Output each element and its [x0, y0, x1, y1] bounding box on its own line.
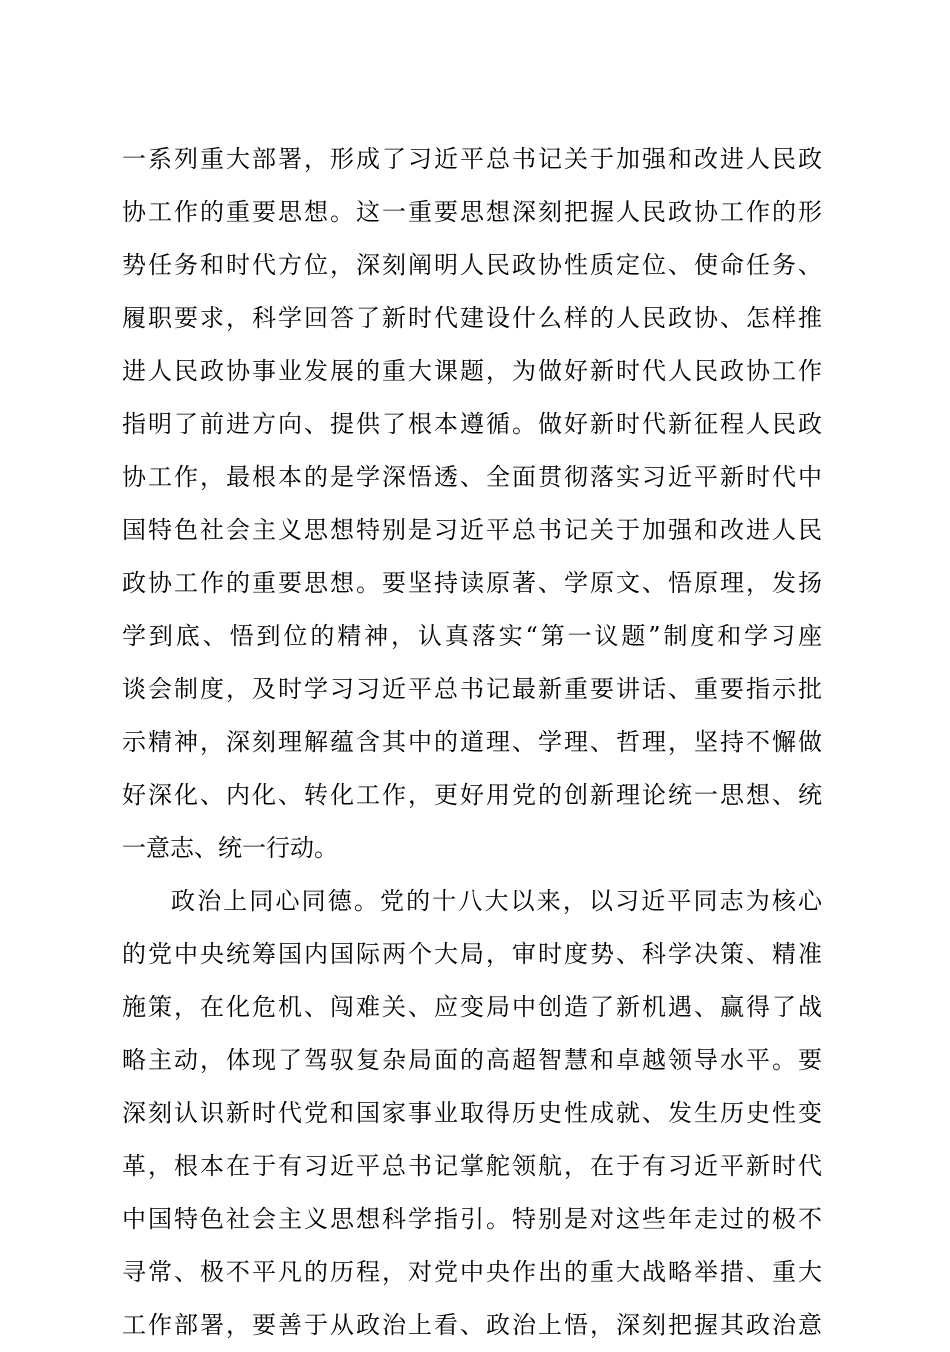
text-line: 略主动，体现了驾驭复杂局面的高超智慧和卓越领导水平。要	[122, 1046, 822, 1074]
text-line: 协工作，最根本的是学深悟透、全面贯彻落实习近平新时代中	[122, 463, 822, 491]
text-line: 协工作的重要思想。这一重要思想深刻把握人民政协工作的形	[122, 198, 822, 226]
text-line: 政治上同心同德。党的十八大以来，以习近平同志为核心	[171, 887, 822, 915]
paragraph-1	[122, 133, 822, 875]
text-line: 学到底、悟到位的精神，认真落实“第一议题”制度和学习座	[122, 622, 822, 650]
text-line: 履职要求，科学回答了新时代建设什么样的人民政协、怎样推	[122, 304, 822, 332]
text-line: 寻常、极不平凡的历程，对党中央作出的重大战略举措、重大	[122, 1258, 822, 1286]
text-line: 政协工作的重要思想。要坚持读原著、学原文、悟原理，发扬	[122, 569, 822, 597]
text-line: 施策，在化危机、闯难关、应变局中创造了新机遇、赢得了战	[122, 993, 822, 1021]
document-body	[122, 133, 822, 1352]
text-line: 一意志、统一行动。	[122, 834, 338, 862]
text-line: 深刻认识新时代党和国家事业取得历史性成就、发生历史性变	[122, 1099, 822, 1127]
text-line: 势任务和时代方位，深刻阐明人民政协性质定位、使命任务、	[122, 251, 822, 279]
text-line: 中国特色社会主义思想科学指引。特别是对这些年走过的极不	[122, 1205, 822, 1233]
text-line: 的党中央统筹国内国际两个大局，审时度势、科学决策、精准	[122, 940, 822, 968]
text-line: 革，根本在于有习近平总书记掌舵领航，在于有习近平新时代	[122, 1152, 822, 1180]
text-line: 好深化、内化、转化工作，更好用党的创新理论统一思想、统	[122, 781, 822, 809]
text-line: 进人民政协事业发展的重大课题，为做好新时代人民政协工作	[122, 357, 822, 385]
text-line: 示精神，深刻理解蕴含其中的道理、学理、哲理，坚持不懈做	[122, 728, 822, 756]
paragraph-2	[122, 875, 822, 1352]
text-line: 指明了前进方向、提供了根本遵循。做好新时代新征程人民政	[122, 410, 822, 438]
text-line: 一系列重大部署，形成了习近平总书记关于加强和改进人民政	[122, 145, 822, 173]
text-line: 国特色社会主义思想特别是习近平总书记关于加强和改进人民	[122, 516, 822, 544]
text-line: 工作部署，要善于从政治上看、政治上悟，深刻把握其政治意	[122, 1311, 822, 1339]
text-line: 谈会制度，及时学习习近平总书记最新重要讲话、重要指示批	[122, 675, 822, 703]
